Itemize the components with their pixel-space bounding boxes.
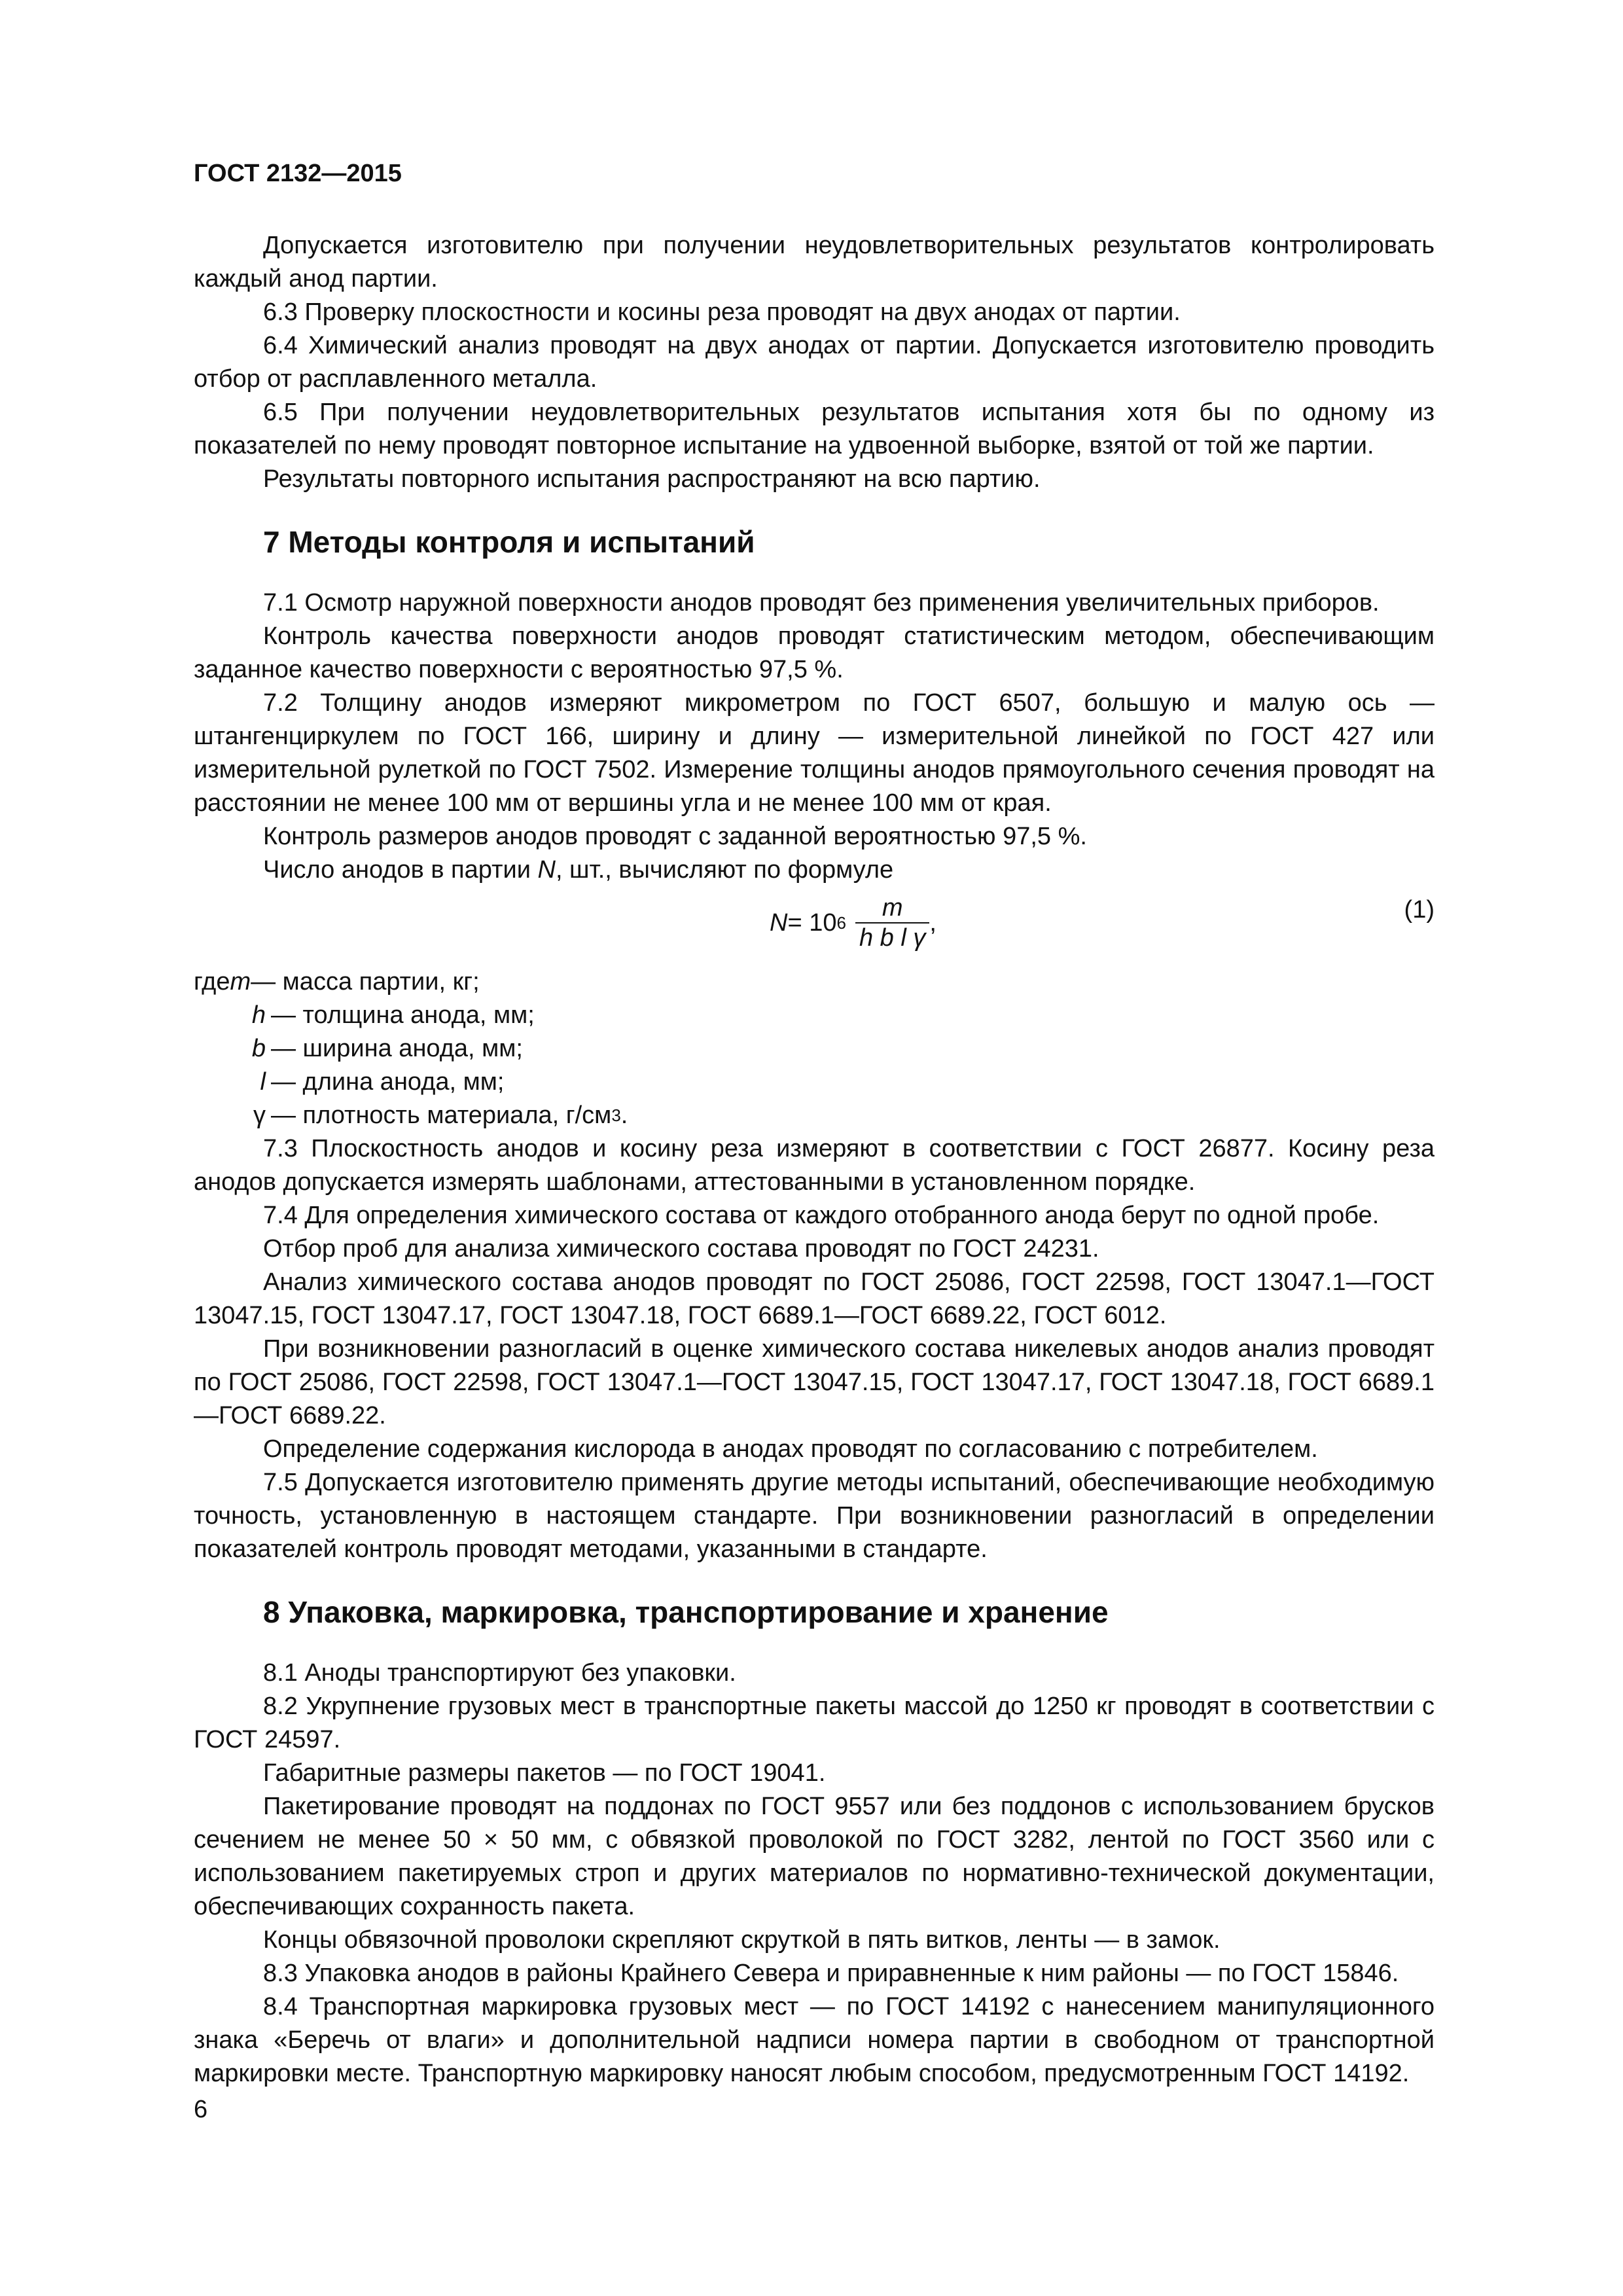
section-heading-8: 8 Упаковка, маркировка, транспортирование и хранение [263, 1595, 1109, 1629]
definition-row [194, 999, 1435, 1032]
paragraph: 7.3 Плоскостность анодов и косину реза измеряют в соответствии с ГОСТ 26877. Косину реза анодов допускается измерять шаблонами, аттестованными в установленном порядке. [194, 1135, 1435, 1196]
formula-trail: , [929, 908, 936, 937]
variable: N [537, 856, 556, 884]
page-number: 6 [194, 2096, 208, 2123]
paragraph: 6.4 Химический анализ проводят на двух анодах от партии. Допускается изготовителю проводить отбор от расплавленного металла. [194, 332, 1435, 393]
definition-row [194, 1032, 1435, 1066]
definition-symbol: l [260, 1068, 266, 1096]
definition-symbol: h [251, 1001, 266, 1029]
paragraph: Отбор проб для анализа химического состава проводят по ГОСТ 24231. [263, 1235, 1099, 1263]
formula-equals: = 10 [787, 908, 837, 937]
text-run: . [620, 1102, 628, 1129]
formula-numerator: m [882, 894, 903, 922]
paragraph [194, 853, 1435, 887]
where-label: где [194, 968, 230, 996]
definition-text: — плотность материала, г/см [271, 1102, 612, 1129]
definition-text: — длина анода, мм; [271, 1068, 505, 1096]
paragraph: 7.1 Осмотр наружной поверхности анодов проводят без применения увеличительных приборов. [263, 589, 1380, 617]
definition-row [194, 1099, 1435, 1132]
formula-denominator: h b l γ [855, 922, 929, 952]
text-run: , шт., вычисляют по формуле [555, 856, 894, 884]
formula-lhs: N [770, 908, 788, 937]
formula [770, 893, 936, 952]
definition-text: — ширина анода, мм; [271, 1035, 523, 1062]
paragraph: 8.1 Аноды транспортируют без упаковки. [263, 1659, 736, 1687]
paragraph: Габаритные размеры пакетов — по ГОСТ 19041. [263, 1759, 826, 1787]
paragraph: Результаты повторного испытания распространяют на всю партию. [263, 465, 1041, 493]
paragraph: 8.2 Укрупнение грузовых мест в транспортные пакеты массой до 1250 кг проводят в соответствии с ГОСТ 24597. [194, 1693, 1435, 1753]
paragraph: Определение содержания кислорода в анодах проводят по согласованию с потребителем. [263, 1435, 1318, 1463]
text-run: Число анодов в партии [263, 856, 538, 884]
paragraph: 6.3 Проверку плоскостности и косины реза проводят на двух анодах от партии. [263, 298, 1181, 326]
formula-definitions [194, 965, 1435, 1132]
paragraph: Концы обвязочной проволоки скрепляют скруткой в пять витков, ленты — в замок. [263, 1926, 1221, 1954]
definition-symbol: m [230, 968, 251, 996]
document-body [194, 229, 1435, 2090]
paragraph: 7.5 Допускается изготовителю применять другие методы испытаний, обеспечивающие необходимую точность, установленную в настоящем стандарте. При возникновении разногласий в определении показателей контроль проводят методами, указанными в стандарте. [194, 1469, 1435, 1563]
definition-symbol: b [251, 1035, 266, 1062]
paragraph: При возникновении разногласий в оценке химического состава никелевых анодов анализ проводят по ГОСТ 25086, ГОСТ 22598, ГОСТ 13047.1—ГОСТ 13047.15, ГОСТ 13047.17, ГОСТ 13047.18, ГОСТ 6689.1—ГОСТ 6689.22. [194, 1335, 1435, 1429]
paragraph: 8.3 Упаковка анодов в районы Крайнего Севера и приравненные к ним районы — по ГОСТ 15846. [263, 1960, 1399, 1987]
paragraph: 8.4 Транспортная маркировка грузовых мест — по ГОСТ 14192 с нанесением манипуляционного знака «Беречь от влаги» и дополнительной надписи номера партии в свободном от транспортной маркировки месте. Транспортную маркировку наносят любым способом, предусмотренным ГОСТ 14192. [194, 1993, 1435, 2087]
definition-row [194, 1066, 1435, 1099]
standard-header: ГОСТ 2132—2015 [194, 160, 402, 187]
definition-symbol: γ [253, 1102, 266, 1129]
definition-text: — масса партии, кг; [251, 968, 480, 996]
formula-block [194, 887, 1435, 965]
definition-row [194, 965, 1435, 999]
formula-fraction [855, 893, 929, 952]
unit-superscript: 3 [611, 1105, 621, 1125]
section-heading-7: 7 Методы контроля и испытаний [263, 525, 755, 559]
paragraph: Анализ химического состава анодов проводят по ГОСТ 25086, ГОСТ 22598, ГОСТ 13047.1—ГОСТ 13047.15, ГОСТ 13047.17, ГОСТ 13047.18, ГОСТ 6689.1—ГОСТ 6689.22, ГОСТ 6012. [194, 1268, 1435, 1329]
formula-exponent: 6 [836, 912, 846, 933]
paragraph: Пакетирование проводят на поддонах по ГОСТ 9557 или без поддонов с использованием брусков сечением не менее 50 × 50 мм, с обвязкой проволокой по ГОСТ 3282, лентой по ГОСТ 3560 или с использованием пакетируемых строп и других материалов по нормативно-технической документации, обеспечивающих сохранность пакета. [194, 1793, 1435, 1920]
formula-number: (1) [1404, 896, 1435, 924]
paragraph: Допускается изготовителю при получении неудовлетворительных результатов контролировать каждый анод партии. [194, 232, 1435, 293]
paragraph: Контроль качества поверхности анодов проводят статистическим методом, обеспечивающим заданное качество поверхности с вероятностью 97,5 %. [194, 622, 1435, 683]
paragraph: 7.4 Для определения химического состава от каждого отобранного анода берут по одной пробе. [263, 1202, 1380, 1229]
paragraph: 7.2 Толщину анодов измеряют микрометром по ГОСТ 6507, большую и малую ось — штангенциркулем по ГОСТ 166, ширину и длину — измерительной линейкой по ГОСТ 427 или измерительной рулеткой по ГОСТ 7502. Измерение толщины анодов прямоугольного сечения проводят на расстоянии не менее 100 мм от вершины угла и не менее 100 мм от края. [194, 689, 1435, 817]
definition-text: — толщина анода, мм; [271, 1001, 535, 1029]
paragraph: Контроль размеров анодов проводят с заданной вероятностью 97,5 %. [263, 823, 1087, 850]
paragraph: 6.5 При получении неудовлетворительных результатов испытания хотя бы по одному из показателей по нему проводят повторное испытание на удвоенной выборке, взятой от той же партии. [194, 399, 1435, 459]
